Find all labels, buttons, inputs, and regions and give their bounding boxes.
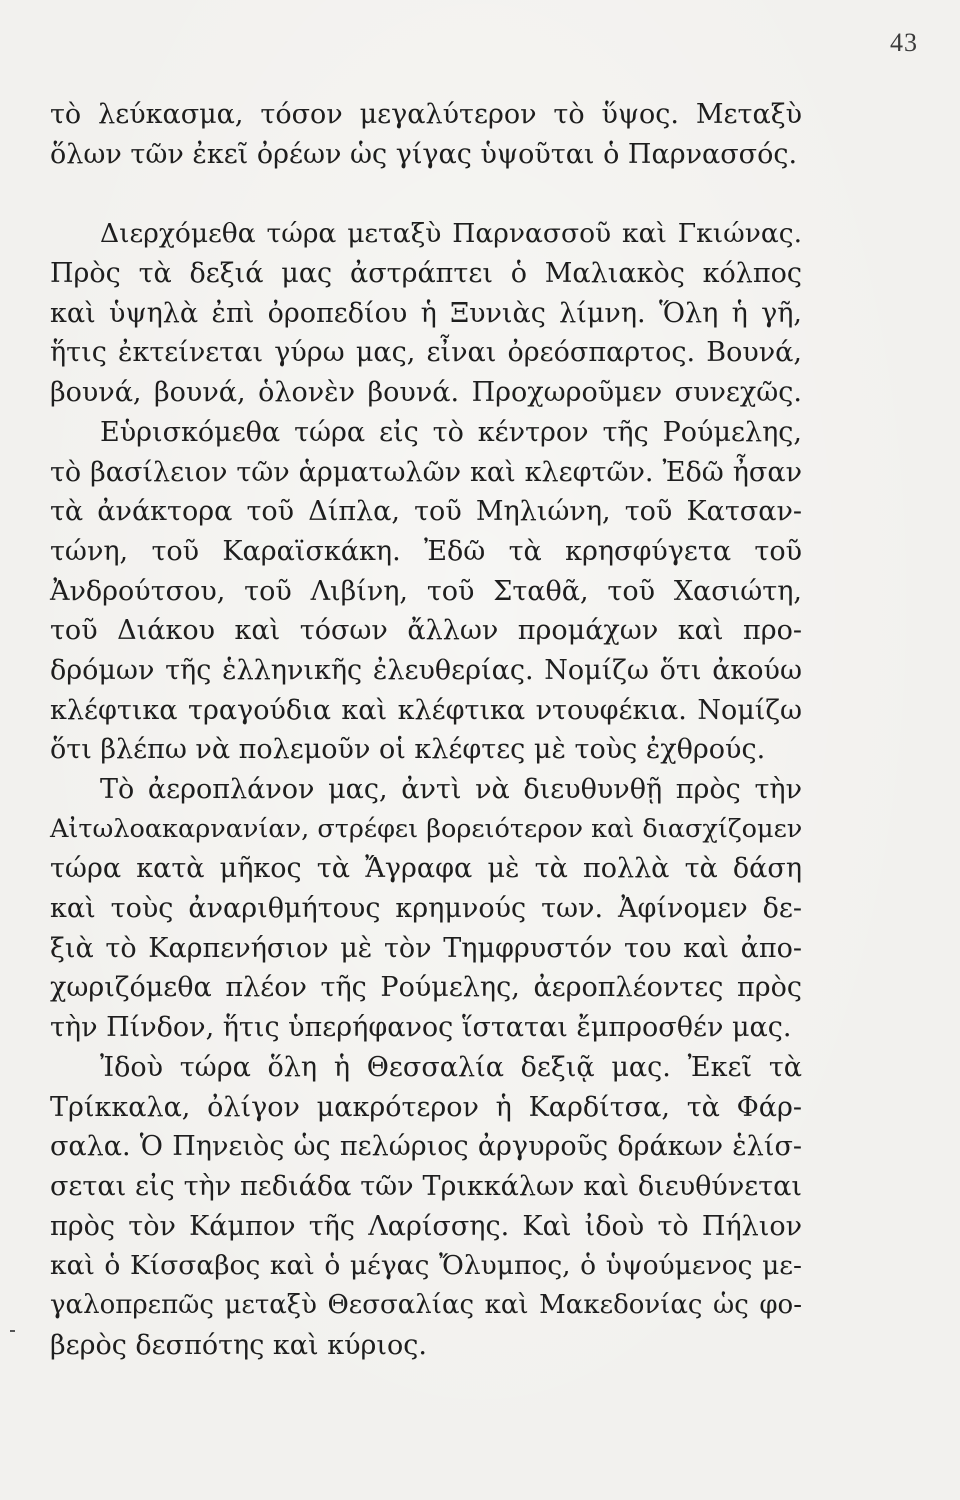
text-line: ἥτις ἐκτείνεται γύρω μας, εἶναι ὀρεόσπαρτος. Βουνά, (50, 337, 802, 369)
text-line: ξιὰ τὸ Καρπενήσιον μὲ τὸν Τημφρυστόν του καὶ ἀπο- (50, 932, 802, 964)
text-line: σαλα. Ὁ Πηνειὸς ὡς πελώριος ἀργυροῦς δράκων ἑλίσ- (50, 1131, 802, 1163)
text-line: τὸ βασίλειον τῶν ἁρματωλῶν καὶ κλεφτῶν. Ἐδῶ ἦσαν (50, 456, 802, 488)
paragraph (50, 214, 802, 770)
text-line: τὴν Πίνδον, ἥτις ὑπερήφανος ἵσταται ἔμπροσθέν μας. (50, 1012, 792, 1044)
paragraph (50, 770, 802, 1048)
text-line: δρόμων τῆς ἑλληνικῆς ἐλευθερίας. Νομίζω ὅτι ἀκούω (50, 654, 802, 686)
text-line: τὸ λεύκασμα, τόσον μεγαλύτερον τὸ ὕψος. Μεταξὺ (50, 99, 802, 130)
text-line: πρὸς τὸν Κάμπον τῆς Λαρίσσης. Καὶ ἰδοὺ τὸ Πήλιον (50, 1210, 802, 1242)
text-line: γαλοπρεπῶς μεταξὺ Θεσσαλίας καὶ Μακεδονίας ὡς φο- (50, 1289, 802, 1320)
body-text (50, 95, 802, 1365)
text-line: τώρα κατὰ μῆκος τὰ Ἄγραφα μὲ τὰ πολλὰ τὰ δάση (50, 853, 802, 885)
text-line: ὅτι βλέπω νὰ πολεμοῦν οἱ κλέφτες μὲ τοὺς ἐχθρούς. (50, 734, 766, 766)
text-line: Αἰτωλοακαρνανίαν, στρέφει βορειότερον καὶ διασχίζομεν (50, 813, 803, 844)
text-line: Τὸ ἀεροπλάνον μας, ἀντὶ νὰ διευθυνθῇ πρὸς τὴν (100, 774, 802, 805)
page-number: 43 (890, 28, 918, 57)
text-line: σεται εἰς τὴν πεδιάδα τῶν Τρικκάλων καὶ διευθύνεται (50, 1170, 802, 1202)
paragraph (50, 1048, 802, 1366)
text-line: τοῦ Διάκου καὶ τόσων ἄλλων προμάχων καὶ προ- (50, 615, 802, 647)
text-line: Εὑρισκόμεθα τώρα εἰς τὸ κέντρον τῆς Ρούμελης, (100, 416, 802, 448)
text-line: βερὸς δεσπότης καὶ κύριος. (50, 1329, 427, 1361)
text-line: Διερχόμεθα τώρα μεταξὺ Παρνασσοῦ καὶ Γκιώνας. (100, 218, 802, 250)
text-line: καὶ τοὺς ἀναριθμήτους κρημνούς των. Ἀφίνομεν δε- (50, 893, 802, 925)
text-line: Ἰδοὺ τώρα ὅλη ἡ Θεσσαλία δεξιᾷ μας. Ἐκεῖ τὰ (100, 1051, 802, 1083)
margin-mark (10, 1330, 15, 1332)
text-line: Ἀνδρούτσου, τοῦ Λιβίνη, τοῦ Σταθᾶ, τοῦ Χασιώτη, (50, 575, 802, 607)
text-line: τὰ ἀνάκτορα τοῦ Δίπλα, τοῦ Μηλιώνη, τοῦ Κατσαν- (50, 496, 802, 528)
paragraph (50, 95, 802, 174)
text-line: ὅλων τῶν ἐκεῖ ὀρέων ὡς γίγας ὑψοῦται ὁ Παρνασσός. (50, 138, 798, 170)
text-line: χωριζόμεθα πλέον τῆς Ρούμελης, ἀεροπλέοντες πρὸς (50, 972, 802, 1004)
text-line: καὶ ὁ Κίσσαβος καὶ ὁ μέγας Ὄλυμπος, ὁ ὑψούμενος με- (50, 1250, 802, 1282)
text-line: τώνη, τοῦ Καραϊσκάκη. Ἐδῶ τὰ κρησφύγετα τοῦ (50, 535, 802, 567)
text-line: Τρίκκαλα, ὀλίγον μακρότερον ἡ Καρδίτσα, τὰ Φάρ- (50, 1091, 802, 1123)
text-line: καὶ ὑψηλὰ ἐπὶ ὀροπεδίου ἡ Ξυνιὰς λίμνη. Ὅλη ἡ γῆ, (50, 297, 802, 329)
text-line: Πρὸς τὰ δεξιά μας ἀστράπτει ὁ Μαλιακὸς κόλπος (50, 258, 802, 290)
text-line: βουνά, βουνά, ὁλονὲν βουνά. Προχωροῦμεν συνεχῶς. (50, 377, 802, 409)
text-line: κλέφτικα τραγούδια καὶ κλέφτικα ντουφέκια. Νομίζω (50, 694, 802, 726)
paragraph-gap (50, 174, 802, 214)
